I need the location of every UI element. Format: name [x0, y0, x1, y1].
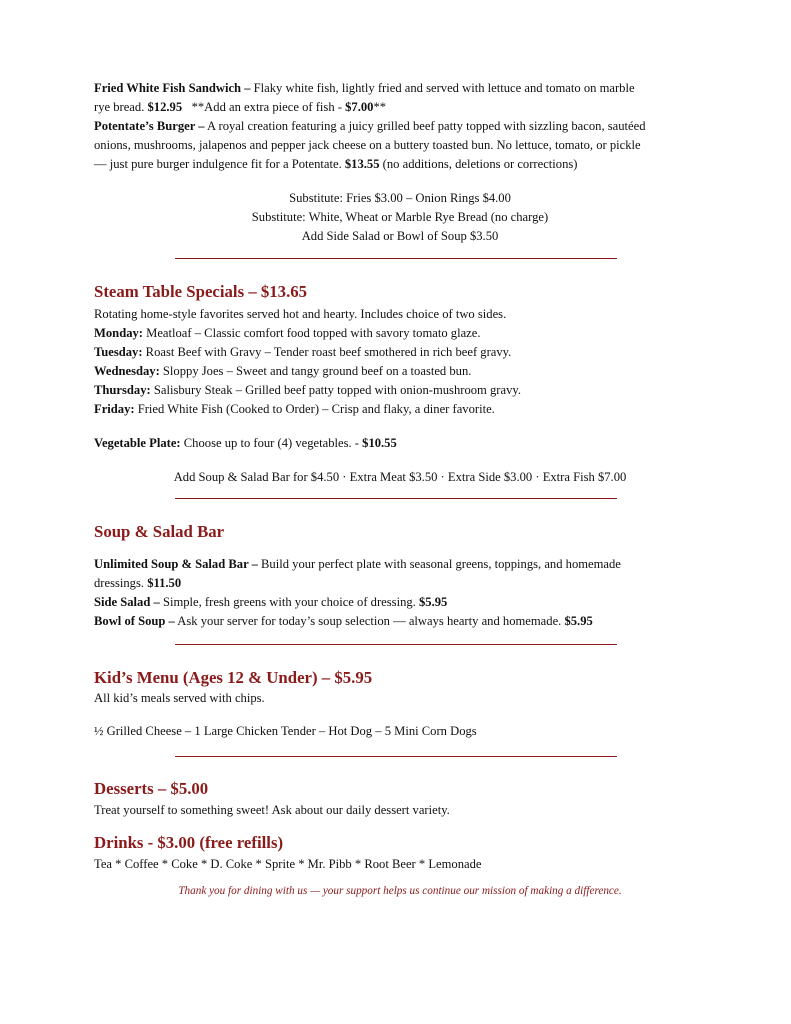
desserts-text: Treat yourself to something sweet! Ask about our daily dessert variety.: [94, 803, 450, 817]
fish-sandwich-line2: [94, 98, 706, 117]
veg-price: $10.55: [362, 436, 397, 450]
unlimited-bar-item: [94, 555, 706, 574]
burger-line3: [94, 155, 706, 174]
side-salad-name: Side Salad –: [94, 595, 160, 609]
thank-you-note: Thank you for dining with us — your support helps us continue our mission of making a difference.: [178, 885, 622, 897]
veg-text: Choose up to four (4) vegetables. -: [180, 436, 363, 450]
day-text: Sloppy Joes – Sweet and tangy ground beef on a toasted bun.: [159, 364, 472, 378]
kids-intro: All kid’s meals served with chips.: [94, 691, 265, 705]
drinks-text: Tea * Coffee * Coke * D. Coke * Sprite * Mr. Pibb * Root Beer * Lemonade: [94, 857, 482, 871]
menu-page: [94, 79, 706, 899]
burger-desc: A royal creation featuring a juicy grilled beef patty topped with sizzling bacon, sautéed: [204, 119, 646, 133]
day-label: Wednesday:: [94, 364, 160, 378]
steam-friday: [94, 400, 706, 419]
steam-monday: [94, 324, 706, 343]
burger-note: (no additions, deletions or corrections): [379, 157, 578, 171]
vegetable-plate: [94, 434, 706, 453]
substitute-fries: Substitute: Fries $3.00 – Onion Rings $4.00: [289, 191, 511, 205]
day-label: Thursday:: [94, 383, 151, 397]
day-text: Salisbury Steak – Grilled beef patty topped with onion-mushroom gravy.: [150, 383, 521, 397]
burger-price: $13.55: [344, 157, 380, 171]
steam-intro: Rotating home-style favorites served hot and hearty. Includes choice of two sides.: [94, 307, 507, 321]
burger-name: Potentate’s Burger –: [94, 119, 205, 133]
fish-sandwich-desc2: rye bread.: [94, 100, 148, 114]
day-label: Monday:: [94, 326, 143, 340]
fish-extra-end: **: [373, 100, 387, 114]
steam-addons: Add Soup & Salad Bar for $4.50 · Extra Meat $3.50 · Extra Side $3.00 · Extra Fish $7.00: [173, 470, 627, 484]
fish-sandwich-desc: Flaky white fish, lightly fried and served with lettuce and tomato on marble: [250, 81, 635, 95]
side-salad-item: [94, 593, 706, 612]
day-text: Fried White Fish (Cooked to Order) – Crisp and flaky, a diner favorite.: [134, 402, 495, 416]
substitute-bread: Substitute: White, Wheat or Marble Rye Bread (no charge): [251, 210, 549, 224]
bowl-soup-item: [94, 612, 706, 631]
day-label: Tuesday:: [94, 345, 143, 359]
bowl-soup-price: $5.95: [564, 614, 593, 628]
bowl-soup-name: Bowl of Soup –: [94, 614, 175, 628]
day-label: Friday:: [94, 402, 135, 416]
day-text: Meatloaf – Classic comfort food topped with savory tomato glaze.: [142, 326, 481, 340]
steam-thursday: [94, 381, 706, 400]
burger-line2: [94, 136, 706, 155]
add-side: Add Side Salad or Bowl of Soup $3.50: [301, 229, 499, 243]
fish-sandwich-price: $12.95: [147, 100, 183, 114]
bowl-soup-desc: Ask your server for today’s soup selection — always hearty and homemade.: [174, 614, 565, 628]
steam-table-heading: Steam Table Specials – $13.65: [94, 282, 308, 301]
burger-desc2: onions, mushrooms, jalapenos and pepper jack cheese on a buttery toasted bun. No lettuce, tomato, or pickle: [94, 138, 641, 152]
steam-tuesday: [94, 343, 706, 362]
burger-item: [94, 117, 706, 136]
fish-extra-price: $7.00: [345, 100, 374, 114]
fish-extra-text: **Add an extra piece of fish -: [182, 100, 346, 114]
side-salad-desc: Simple, fresh greens with your choice of dressing.: [159, 595, 419, 609]
desserts-heading: Desserts – $5.00: [94, 779, 209, 798]
unlimited-bar-line2: [94, 574, 706, 593]
day-text: Roast Beef with Gravy – Tender roast beef smothered in rich beef gravy.: [142, 345, 512, 359]
soup-salad-heading: Soup & Salad Bar: [94, 522, 225, 541]
side-salad-price: $5.95: [418, 595, 448, 609]
bar-price: $11.50: [147, 576, 182, 590]
bar-name: Unlimited Soup & Salad Bar –: [94, 557, 258, 571]
kids-menu-heading: Kid’s Menu (Ages 12 & Under) – $5.95: [94, 668, 373, 687]
burger-desc3: — just pure burger indulgence fit for a Potentate.: [94, 157, 345, 171]
bar-desc: Build your perfect plate with seasonal greens, toppings, and homemade: [257, 557, 621, 571]
bar-desc2: dressings.: [94, 576, 148, 590]
fish-sandwich-item: [94, 79, 706, 98]
drinks-heading: Drinks - $3.00 (free refills): [94, 833, 284, 852]
veg-label: Vegetable Plate:: [94, 436, 181, 450]
steam-wednesday: [94, 362, 706, 381]
fish-sandwich-name: Fried White Fish Sandwich –: [94, 81, 251, 95]
kids-items: ½ Grilled Cheese – 1 Large Chicken Tender – Hot Dog – 5 Mini Corn Dogs: [94, 724, 477, 738]
